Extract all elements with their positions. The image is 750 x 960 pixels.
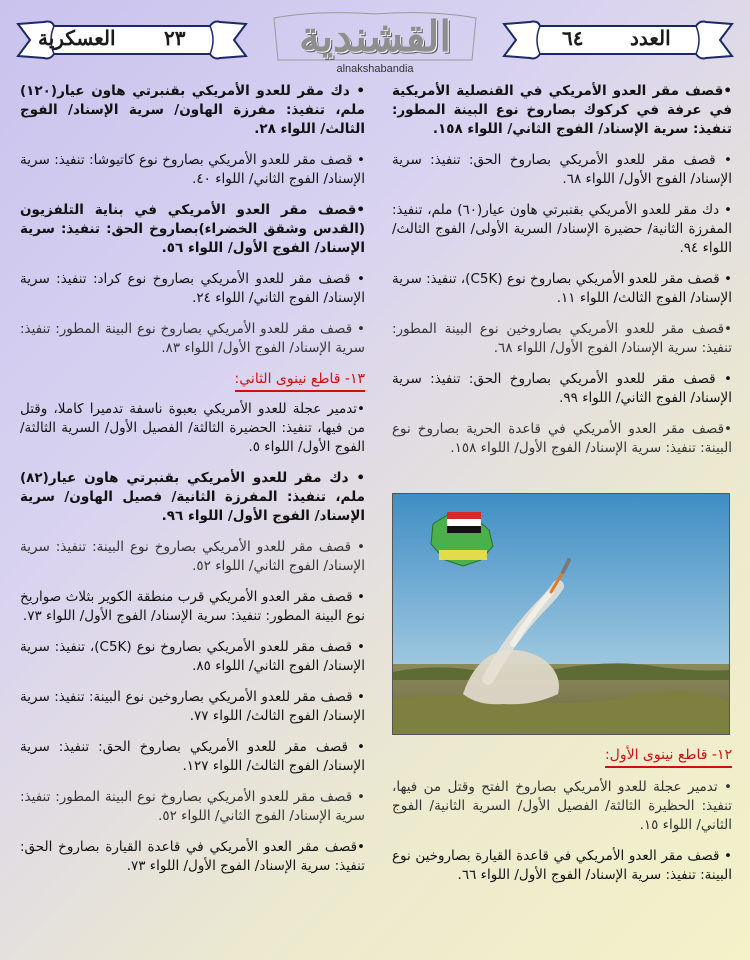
- list-item: • قصف مقر للعدو الأمريكي بصاروخ الحق: تنفيذ: سرية الإسناد/ الفوج الثالث/ اللواء ١٢٧.: [20, 739, 365, 774]
- list-item: • قصف مقر للعدو الأمريكي بصاروخ الحق: تنفيذ: سرية الإسناد/ الفوج الأول/ اللواء ٦٨.: [392, 152, 732, 187]
- list-item: • قصف مقر للعدو الأمريكي بصاروخ نوع كاتيوشا: تنفيذ: سرية الإسناد/ الفوج الثاني/ اللواء ٤٠.: [20, 152, 365, 187]
- section-heading-nineveh-2: ١٣- قاطع نينوى الثاني:: [20, 370, 365, 400]
- list-item: •قصف مقر العدو الأمريكي في قاعدة الحرية بصاروخ نوع البينة: تنفيذ: سرية الإسناد/ الفوج الأول/ اللواء ١٥٨.: [392, 421, 732, 456]
- list-item: • قصف مقر للعدو الأمريكي بصاروخ نوع كراد: تنفيذ: سرية الإسناد/ الفوج الثاني/ اللواء ٢٤.: [20, 271, 365, 306]
- list-item: • دك مقر للعدو الأمريكي بقنبرتي هاون عيار(١٢٠) ملم، تنفيذ: مفرزة الهاون/ سرية الإسناد/ الفوج الثالث/ اللواء ٢٨.: [20, 83, 365, 137]
- section-name: العسكرية: [38, 26, 116, 50]
- list-item: • قصف مقر للعدو الأمريكي بصاروخ نوع (C5K)، تنفيذ: سرية الإسناد/ الفوج الثالث/ اللواء ١١.: [392, 271, 732, 306]
- issue-number: ٦٤: [562, 26, 584, 50]
- issue-label: العدد: [630, 26, 671, 50]
- logo-url: alnakshabandia: [336, 63, 414, 75]
- rocket-launch-photo: [392, 493, 730, 735]
- section-banner: [14, 18, 250, 62]
- list-item: •قصف مقر العدو الأمريكي في قاعدة القيارة بصاروخ الحق: تنفيذ: سرية الإسناد/ الفوج الأول/ اللواء ٧٣.: [20, 839, 365, 874]
- list-item: • قصف مقر العدو الأمريكي في قاعدة القيارة بصاروخين نوع البينة: تنفيذ: سرية الإسناد/ الفوج الأول/ اللواء ٦٦.: [392, 848, 732, 883]
- list-item: •قصف مقر العدو الأمريكي في بناية التلفزيون (القدس وشقق الخضراء)بصاروخ الحق: تنفيذ: سرية الإسناد/ الفوج الأول/ اللواء ٥٦.: [20, 202, 365, 256]
- right-column-lower: [392, 778, 732, 897]
- ribbon-banner-right: [500, 18, 736, 62]
- list-item: • دك مقر للعدو الأمريكي بقنبرتي هاون عيار(٨٢) ملم، تنفيذ: المفرزة الثانية/ فصيل الهاون/ سرية الإسناد/ الفوج الأول/ اللواء ٩٦.: [20, 470, 365, 524]
- rocket-launch-image: [393, 494, 729, 734]
- list-item: • دك مقر للعدو الأمريكي بقنبرتي هاون عيار(٦٠) ملم، تنفيذ: المفرزة الثانية/ حضيرة الإسناد/ السرية الأولى/ الفوج الثالث/ اللواء ٩٤.: [392, 202, 732, 256]
- section-heading-nineveh-1: ١٢- قاطع نينوى الأول:: [392, 744, 732, 776]
- list-item: • قصف مقر للعدو الأمريكي بصاروخ نوع (C5K)، تنفيذ: سرية الإسناد/ الفوج الثاني/ اللواء ٨٥.: [20, 639, 365, 674]
- list-item: • تدمير عجلة للعدو الأمريكي بصاروخ الفتح وقتل من فيها، تنفيذ: الحظيرة الثالثة/ الفصيل الأول/ السرية الثانية/ الفوج الثاني/ اللواء ١٥.: [392, 779, 732, 833]
- logo-title: القشندية: [298, 12, 452, 61]
- list-item: •قصف مقر العدو الأمريكي في القنصلية الأمريكية في عرفة في كركوك بصاروخ نوع البينة المطور: تنفيذ: سرية الإسناد/ الفوج الثاني/ اللواء ١٥٨.: [392, 83, 732, 137]
- right-column: [392, 82, 732, 470]
- list-item: • قصف مقر للعدو الأمريكي بصاروخ نوع البينة: تنفيذ: سرية الإسناد/ الفوج الثاني/ اللواء ٥٢.: [20, 539, 365, 574]
- list-item: • قصف مقر للعدو الأمريكي بصاروخ نوع البينة المطور: تنفيذ: سرية الإسناد/ الفوج الثاني/ اللواء ٥٢.: [20, 789, 365, 824]
- list-item: •تدمير عجلة للعدو الأمريكي بعبوة ناسفة تدميرا كاملا، وقتل من فيها، تنفيذ: الحضيرة الثالثة/ الفصيل الأول/ السرية الثالثة/ الفوج الأول/ اللواء ٥.: [20, 401, 365, 455]
- issue-banner: [500, 18, 736, 62]
- list-item: • قصف مقر للعدو الأمريكي بصاروخ الحق: تنفيذ: سرية الإسناد/ الفوج الثاني/ اللواء ٩٩.: [392, 371, 732, 406]
- list-item: • قصف مقر العدو الأمريكي قرب منطقة الكوير بثلاث صواريخ نوع البينة المطور: تنفيذ: سرية الإسناد/ الفوج الأول/ اللواء ٧٣.: [20, 589, 365, 624]
- magazine-logo: [268, 8, 482, 80]
- list-item: • قصف مقر للعدو الأمريكي بصاروخين نوع البينة: تنفيذ: سرية الإسناد/ الفوج الثالث/ اللواء ٧٧.: [20, 689, 365, 724]
- page-number: ٢٣: [164, 26, 186, 50]
- list-item: • قصف مقر للعدو الأمريكي بصاروخ نوع البينة المطور: تنفيذ: سرية الإسناد/ الفوج الأول/ اللواء ٨٣.: [20, 321, 365, 356]
- left-column: [20, 82, 365, 888]
- page-header: [0, 0, 750, 80]
- list-item: •قصف مقر للعدو الأمريكي بصاروخين نوع البينة المطور: تنفيذ: سرية الإسناد/ الفوج الأول/ اللواء ٦٨.: [392, 321, 732, 356]
